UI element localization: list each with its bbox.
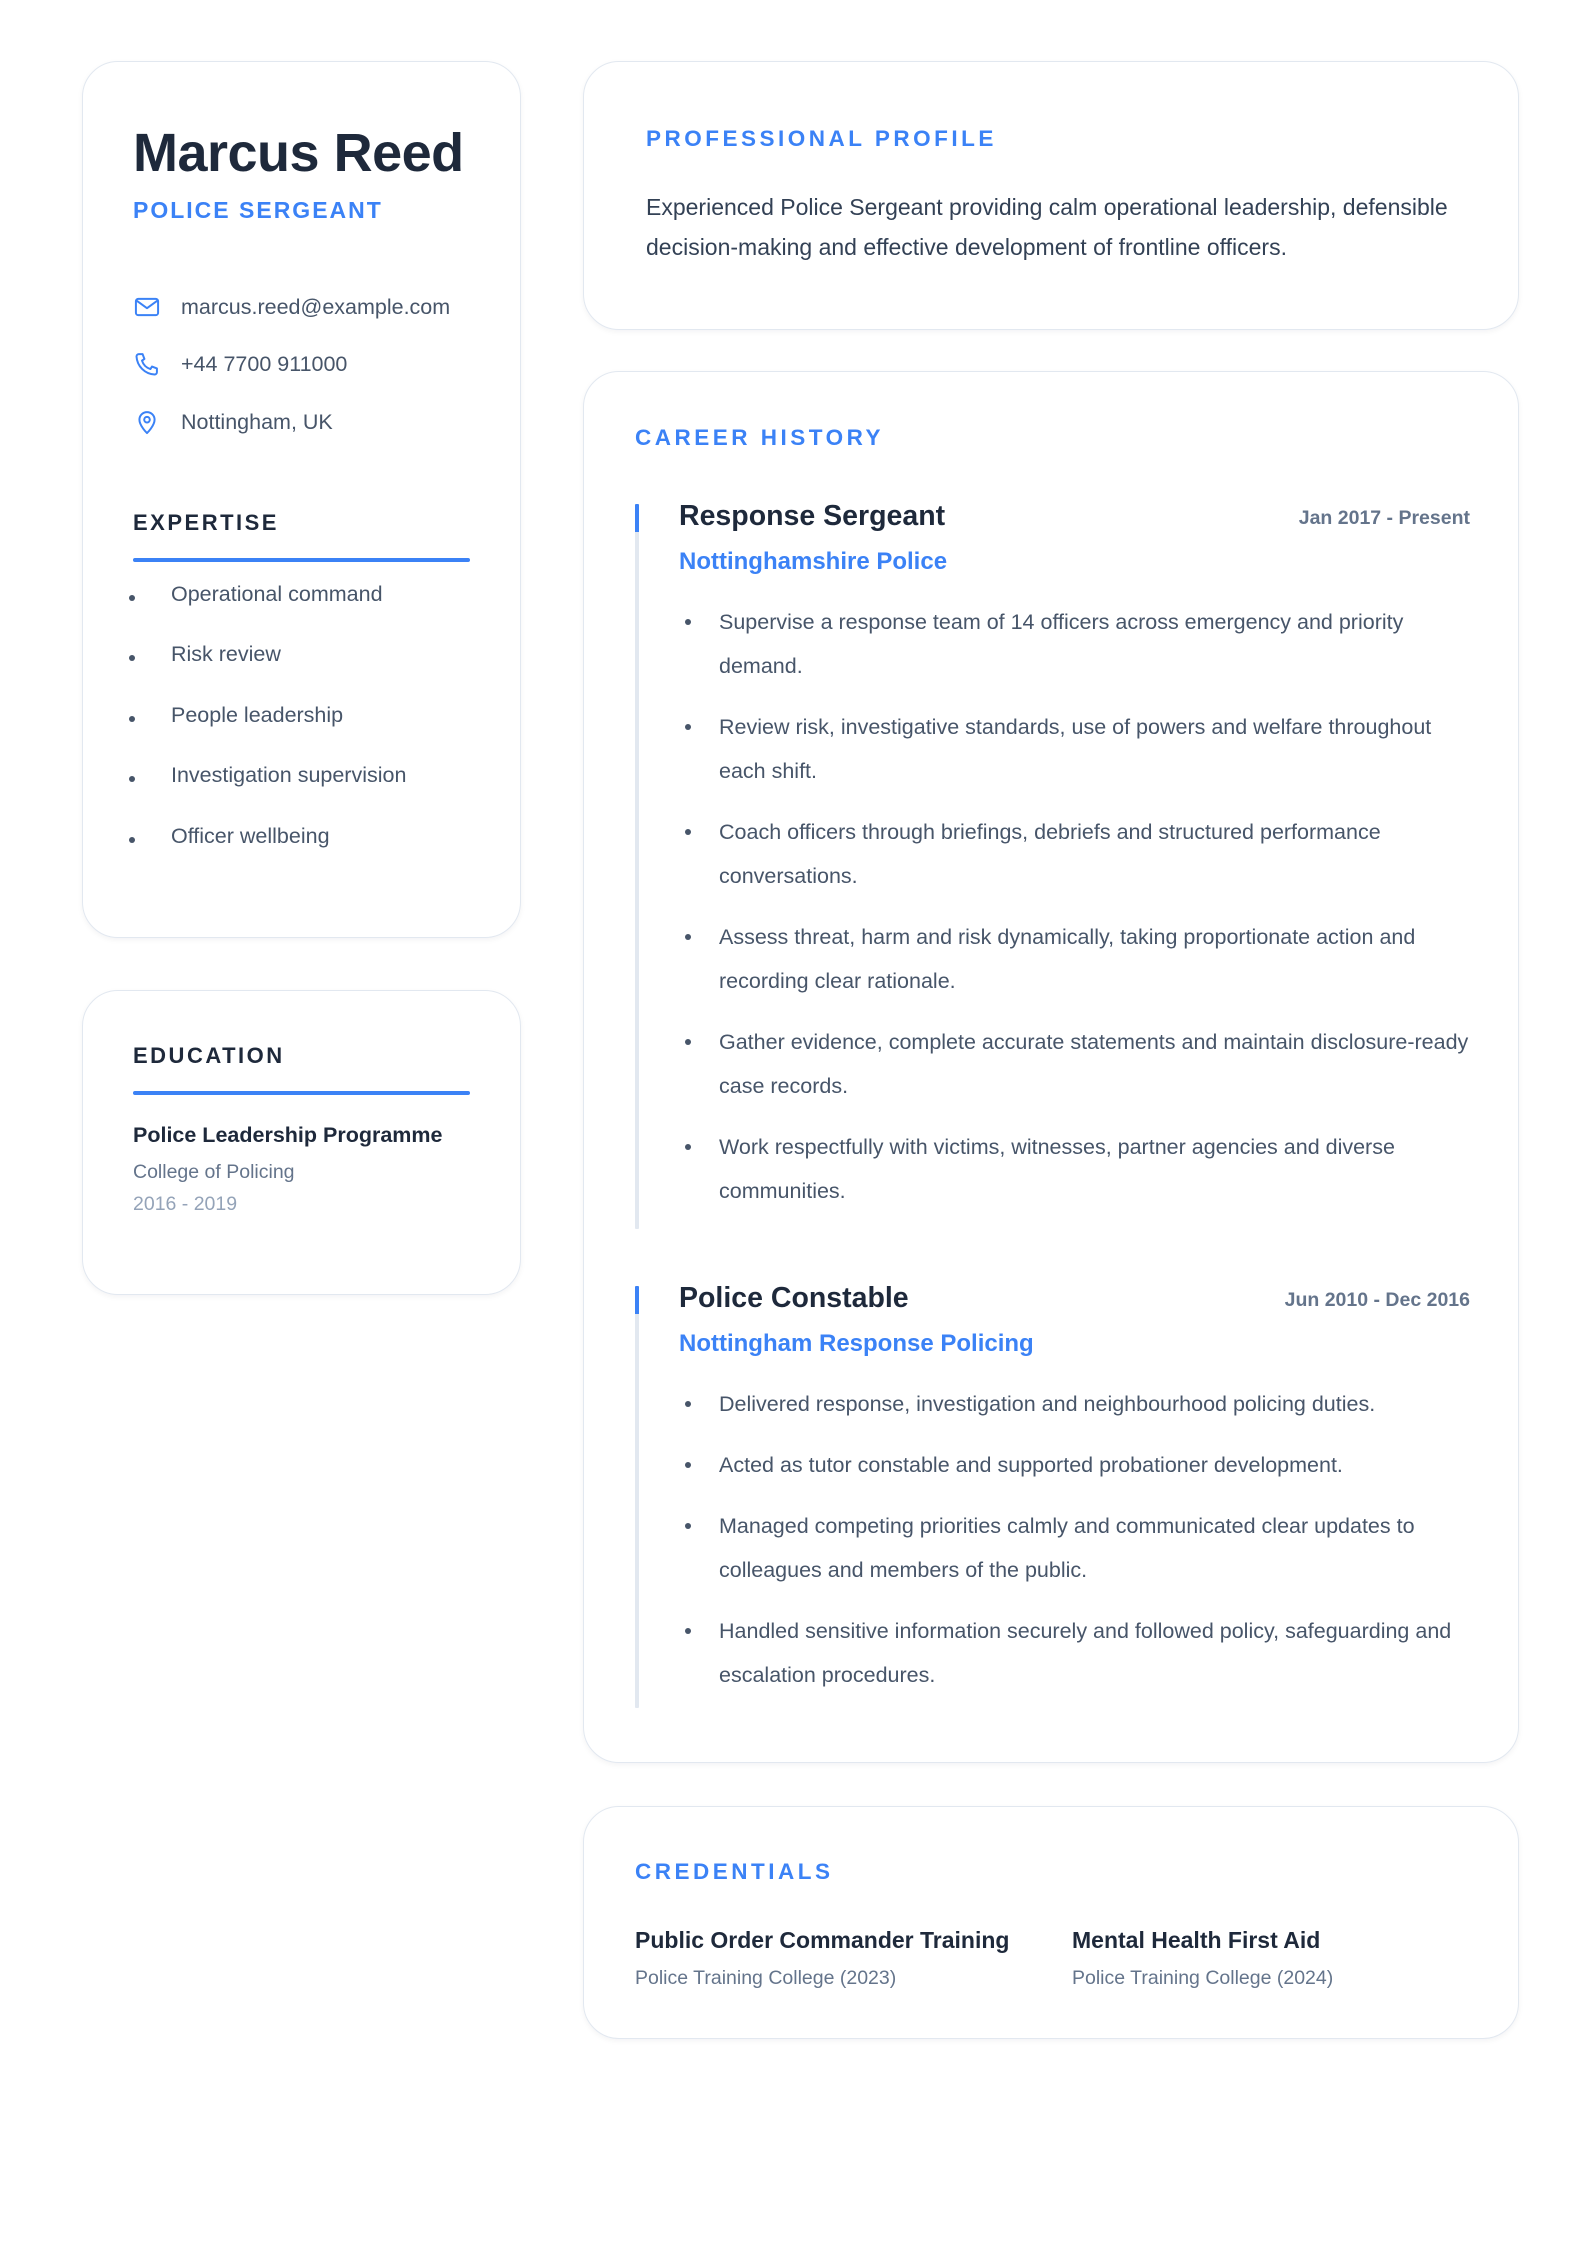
credentials-card — [583, 1806, 1519, 2039]
job-bullets — [679, 600, 1469, 1230]
job-entry — [635, 500, 1470, 1229]
summary-heading: PROFESSIONAL PROFILE — [646, 126, 997, 151]
career-card — [583, 371, 1519, 1763]
job-title: Police Constable — [679, 1282, 909, 1314]
list-item: Risk review — [133, 642, 281, 667]
job-dates: Jan 2017 - Present — [1298, 507, 1470, 529]
credentials-heading: CREDENTIALS — [635, 1859, 834, 1884]
list-item: People leadership — [133, 703, 343, 728]
education-heading: EDUCATION — [133, 1043, 285, 1068]
email-text: marcus.reed@example.com — [181, 294, 451, 319]
job-company: Nottinghamshire Police — [679, 548, 948, 575]
expertise-divider — [133, 558, 470, 562]
location-pin-icon — [133, 408, 161, 436]
education-institution: College of Policing — [133, 1161, 295, 1183]
job-title: Response Sergeant — [679, 500, 946, 532]
list-item: Handled sensitive information securely and followed policy, safeguarding and escalation procedures. — [679, 1609, 1469, 1697]
credential-name: Mental Health First Aid — [1072, 1927, 1321, 1953]
job-bullets — [679, 1382, 1469, 1714]
job-dates: Jun 2010 - Dec 2016 — [1284, 1289, 1470, 1311]
education-title: Police Leadership Programme — [133, 1123, 443, 1147]
list-item: Gather evidence, complete accurate statements and maintain disclosure-ready case records. — [679, 1020, 1469, 1108]
candidate-name: Marcus Reed — [133, 123, 464, 183]
location-text: Nottingham, UK — [181, 409, 333, 434]
contact-location — [133, 407, 333, 437]
list-item: Assess threat, harm and risk dynamically, taking proportionate action and recording clear rationale. — [679, 915, 1469, 1003]
list-item: Investigation supervision — [133, 763, 406, 788]
job-entry — [635, 1282, 1470, 1708]
list-item: Managed competing priorities calmly and communicated clear updates to colleagues and members of the public. — [679, 1504, 1469, 1592]
list-item: Acted as tutor constable and supported probationer development. — [679, 1443, 1469, 1487]
job-timeline-bar — [635, 504, 639, 1229]
list-item: Work respectfully with victims, witnesses, partner agencies and diverse communities. — [679, 1125, 1469, 1213]
job-company: Nottingham Response Policing — [679, 1330, 1034, 1357]
phone-icon — [133, 350, 161, 378]
education-years: 2016 - 2019 — [133, 1193, 238, 1215]
list-item: Coach officers through briefings, debriefs and structured performance conversations. — [679, 810, 1469, 898]
contact-email[interactable] — [133, 292, 450, 322]
mail-icon — [133, 293, 161, 321]
career-heading: CAREER HISTORY — [635, 425, 885, 450]
credential-item — [635, 1927, 1009, 1990]
list-item: Supervise a response team of 14 officers across emergency and priority demand. — [679, 600, 1469, 688]
credential-item — [1072, 1927, 1333, 1990]
credential-org: Police Training College (2023) — [635, 1967, 897, 1989]
summary-card — [583, 61, 1519, 330]
phone-text: +44 7700 911000 — [181, 351, 348, 376]
contact-phone[interactable] — [133, 349, 347, 379]
job-timeline-bar — [635, 1286, 639, 1708]
list-item: Operational command — [133, 582, 383, 607]
candidate-role: POLICE SERGEANT — [133, 197, 383, 223]
list-item: Officer wellbeing — [133, 824, 330, 849]
list-item: Review risk, investigative standards, use of powers and welfare throughout each shift. — [679, 705, 1469, 793]
credential-org: Police Training College (2024) — [1072, 1967, 1334, 1989]
summary-text: Experienced Police Sergeant providing calm operational leadership, defensible decision-making and effective development of frontline officers. — [646, 194, 1448, 260]
profile-card — [82, 61, 521, 938]
credential-name: Public Order Commander Training — [635, 1927, 1010, 1953]
list-item: Delivered response, investigation and neighbourhood policing duties. — [679, 1382, 1469, 1426]
education-card — [82, 990, 521, 1295]
expertise-heading: EXPERTISE — [133, 510, 279, 535]
education-divider — [133, 1091, 470, 1095]
